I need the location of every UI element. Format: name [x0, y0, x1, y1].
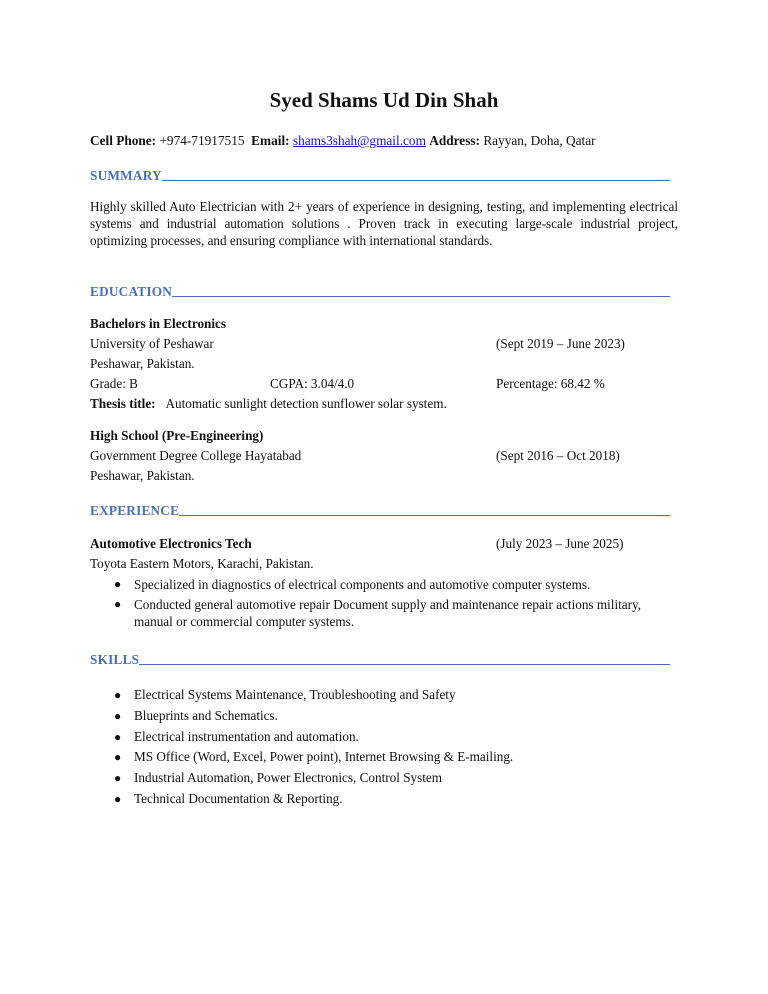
- skill-text: Industrial Automation, Power Electronics, Control System: [134, 770, 443, 786]
- degree1-institution: University of Peshawar: [90, 336, 214, 351]
- list-item: [106, 576, 676, 593]
- summary-title: SUMMARY: [90, 168, 162, 183]
- experience-title: EXPERIENCE: [90, 503, 180, 518]
- job-bullets: [106, 576, 676, 630]
- degree2-institution: Government Degree College Hayatabad: [90, 448, 302, 463]
- skills-title: SKILLS: [90, 652, 140, 667]
- skill-text: Blueprints and Schematics.: [134, 707, 278, 723]
- list-item: [106, 727, 676, 748]
- list-item: [106, 789, 676, 810]
- bullet-icon: ●: [114, 729, 122, 744]
- candidate-name: Syed Shams Ud Din Shah: [269, 88, 499, 112]
- degree1-thesis-line: [90, 396, 678, 413]
- job-role: Automotive Electronics Tech: [90, 536, 252, 551]
- degree1-grades-line: [90, 376, 678, 393]
- bullet-icon: ●: [114, 771, 122, 786]
- job-dates: (July 2023 – June 2025): [496, 536, 624, 551]
- degree2-title-line: [90, 428, 678, 445]
- bullet-icon: ●: [114, 688, 122, 702]
- job-company: Toyota Eastern Motors, Karachi, Pakistan.: [90, 556, 314, 571]
- list-item: [106, 596, 676, 630]
- section-divider: [139, 664, 670, 665]
- education-title: EDUCATION: [90, 284, 173, 299]
- degree1-percentage: Percentage: 68.42 %: [496, 376, 605, 391]
- contact-line: [90, 133, 596, 149]
- email-link[interactable]: shams3shah@gmail.com: [292, 133, 426, 148]
- degree2-name: High School (Pre-Engineering): [90, 428, 264, 443]
- degree2-institution-line: [90, 448, 678, 465]
- degree1-grade: Grade: B: [90, 376, 138, 391]
- degree2-dates: (Sept 2016 – Oct 2018): [496, 448, 620, 463]
- degree1-location: Peshawar, Pakistan.: [90, 356, 195, 371]
- degree1-dates: (Sept 2019 – June 2023): [496, 336, 625, 351]
- list-item: [106, 685, 676, 706]
- skills-list: [106, 685, 676, 810]
- degree1-cgpa: CGPA: 3.04/4.0: [270, 376, 355, 391]
- address-label: Address:: [429, 133, 480, 148]
- email-label: Email:: [251, 133, 290, 148]
- skill-text: Electrical instrumentation and automation.: [134, 728, 359, 744]
- phone-label: Cell Phone:: [90, 133, 157, 148]
- bullet-icon: ●: [114, 708, 122, 723]
- experience-heading: [90, 501, 670, 519]
- bullet-icon: ●: [114, 791, 122, 806]
- degree2-location: Peshawar, Pakistan.: [90, 468, 195, 483]
- job-bullet-text: Conducted general automotive repair Document supply and maintenance repair actions military, manual or commercial computer systems.: [134, 597, 642, 629]
- job-title-line: [90, 536, 678, 553]
- skill-text: MS Office (Word, Excel, Power point), Internet Browsing & E-mailing.: [134, 749, 514, 765]
- degree1-institution-line: [90, 336, 678, 353]
- bullet-icon: ●: [114, 750, 122, 765]
- summary-heading: [90, 166, 670, 184]
- summary-text: Highly skilled Auto Electrician with 2+ years of experience in designing, testing, and implementing electrical systems and industrial automation solutions . Proven track in executing large-scale industrial project, optimizing processes, and ensuring compliance with international standards.: [90, 199, 678, 248]
- bullet-icon: ●: [114, 597, 122, 611]
- phone-value: +974-71917515: [159, 133, 245, 148]
- education-heading: [90, 282, 670, 300]
- list-item: [106, 706, 676, 727]
- degree1-title-line: [90, 316, 678, 333]
- section-divider: [172, 296, 670, 297]
- address-value: Rayyan, Doha, Qatar: [483, 133, 596, 148]
- bullet-icon: ●: [114, 577, 122, 591]
- thesis-title: Automatic sunlight detection sunflower solar system.: [165, 396, 447, 411]
- section-divider: [179, 515, 670, 516]
- job-bullet-text: Specialized in diagnostics of electrical components and automotive computer systems.: [134, 577, 591, 592]
- thesis-label: Thesis title:: [90, 396, 156, 411]
- list-item: [106, 747, 676, 768]
- section-divider: [162, 180, 670, 181]
- skill-text: Technical Documentation & Reporting.: [134, 790, 343, 806]
- skill-text: Electrical Systems Maintenance, Troubleshooting and Safety: [134, 687, 456, 702]
- list-item: [106, 768, 676, 789]
- skills-heading: [90, 650, 670, 668]
- degree1-name: Bachelors in Electronics: [90, 316, 227, 331]
